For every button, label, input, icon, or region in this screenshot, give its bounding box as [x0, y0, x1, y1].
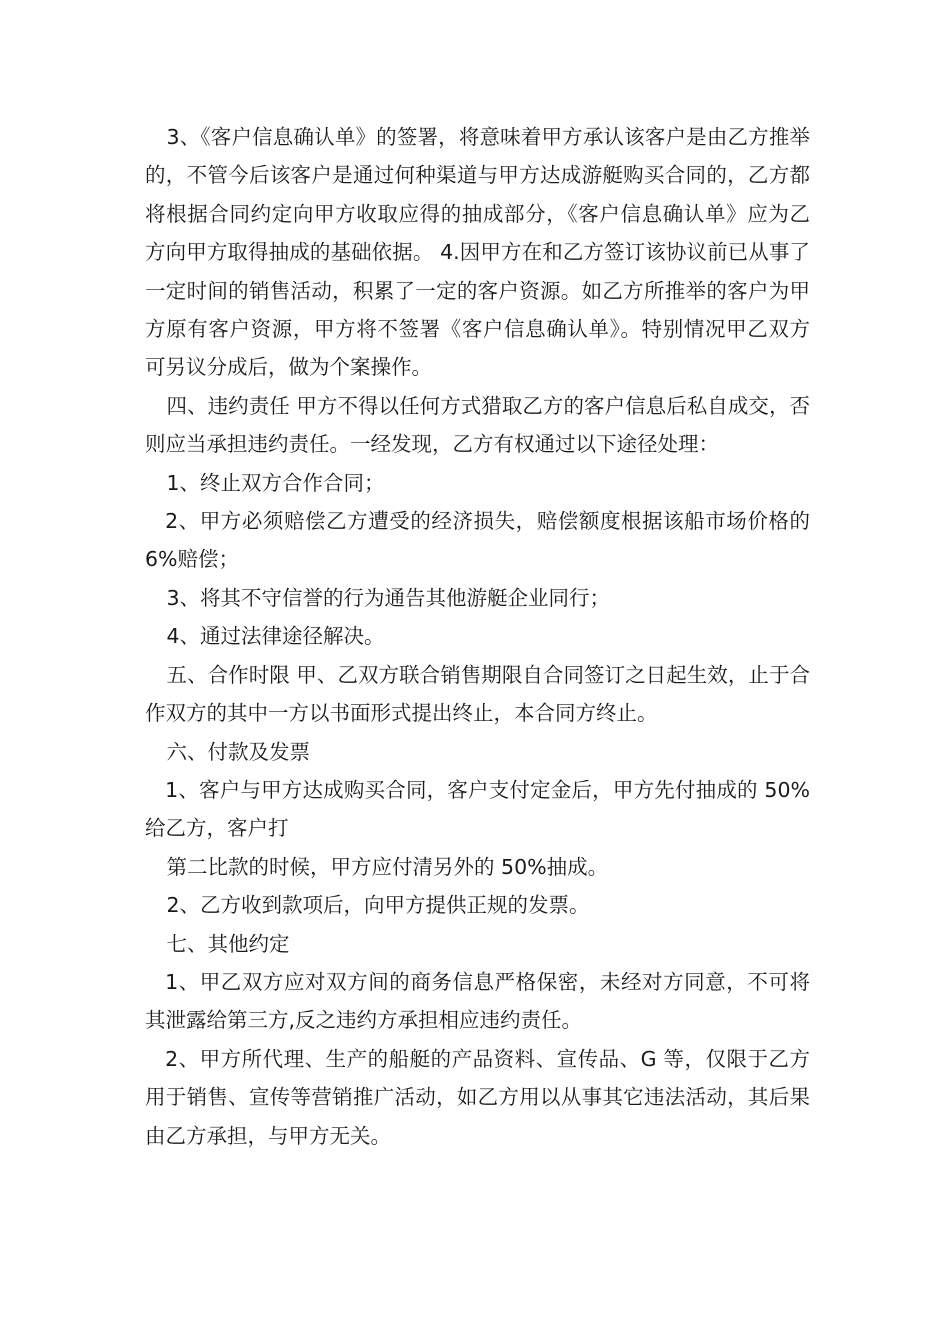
paragraph-payment-continuation: 第二比款的时候，甲方应付清另外的 50%抽成。 — [166, 854, 609, 879]
paragraph-other-item-2: 2、甲方所代理、生产的船艇的产品资料、宣传品、G 等，仅限于乙方用于销售、宣传等营销推广活动，如乙方用以从事其它违法活动，其后果由乙方承担，与甲方无关。 — [145, 1046, 810, 1148]
paragraph-payment-item-1: 1、客户与甲方达成购买合同，客户支付定金后，甲方先付抽成的 50%给乙方，客户打 — [145, 777, 810, 841]
paragraph-payment-item-2: 2、乙方收到款项后，向甲方提供正规的发票。 — [166, 893, 590, 918]
paragraph-section-6-heading: 六、付款及发票 — [166, 739, 311, 764]
paragraph-section-4-breach: 四、违约责任 甲方不得以任何方式猎取乙方的客户信息后私自成交，否则应当承担违约责任。一经发现，乙方有权通过以下途径处理： — [145, 393, 810, 457]
paragraph-breach-item-3: 3、将其不守信誉的行为通告其他游艇企业同行； — [166, 585, 611, 610]
paragraph-section-7-heading: 七、其他约定 — [166, 931, 290, 956]
paragraph-section-5-term: 五、合作时限 甲、乙双方联合销售期限自合同签订之日起生效，止于合作双方的其中一方以书面形式提出终止，本合同方终止。 — [145, 662, 810, 726]
paragraph-breach-item-1: 1、终止双方合作合同； — [166, 470, 385, 495]
paragraph-clause-3: 3、《客户信息确认单》的签署，将意味着甲方承认该客户是由乙方推举的，不管今后该客户是通过何种渠道与甲方达成游艇购买合同的，乙方都将根据合同约定向甲方收取应得的抽成部分，《客户信息确认单》应为乙方向甲方取得抽成的基础依据。 4.因甲方在和乙方签订该协议前已从事了一定时间的销售活动，积累了一定的客户资源。如乙方所推举的客户为甲方原有客户资源，甲方将不签署《客户信息确认单》。特别情况甲乙双方可另议分成后，做为个案操作。 — [145, 125, 810, 380]
paragraph-breach-item-4: 4、通过法律途径解决。 — [166, 624, 385, 649]
paragraph-breach-item-2: 2、甲方必须赔偿乙方遭受的经济损失，赔偿额度根据该船市场价格的 6%赔偿； — [145, 509, 810, 572]
document-body — [145, 118, 810, 1155]
paragraph-other-item-1: 1、甲乙双方应对双方间的商务信息严格保密，未经对方同意，不可将其泄露给第三方,反之违约方承担相应违约责任。 — [145, 969, 810, 1033]
